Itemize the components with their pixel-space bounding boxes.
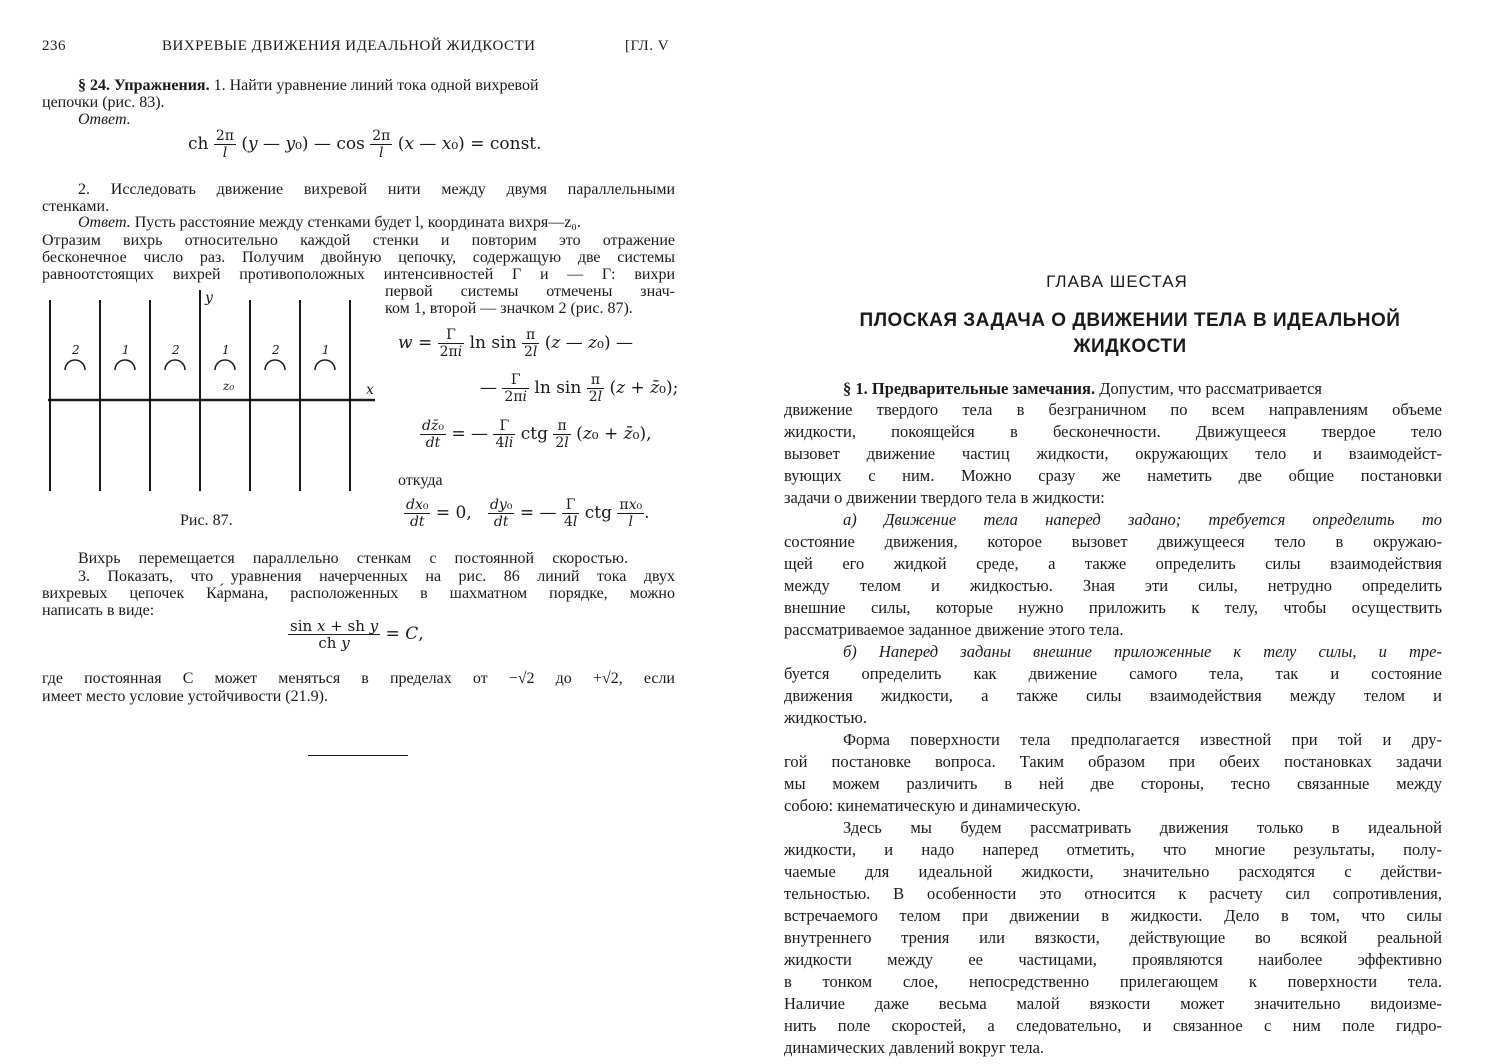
body-line: вующих с ним. Можно сразу же наметить две общие постановки	[784, 466, 1442, 485]
body-line: нить поле скоростей, а следовательно, и связанное с ним поле гидро-	[784, 1016, 1442, 1035]
body-line: мы можем различить в ней две стороны, тесно связанные между	[784, 774, 1442, 793]
fig-mark: 1	[322, 343, 330, 357]
exercise-2-line3: Отразим вихрь относительно каждой стенки и повторим это отражение	[42, 232, 675, 249]
body-line: задачи о движении твердого тела в жидкости:	[784, 488, 1105, 507]
fig-y-axis-label: y	[205, 290, 213, 306]
body-line: встречаемого телом при движении в жидкости. Дело в том, что силы	[784, 906, 1442, 925]
answer-text: Пусть расстояние между стенками будет l, координата вихря—z₀.	[130, 214, 581, 231]
fig-z0-label: z₀	[223, 379, 235, 393]
fig-x-axis-label: x	[366, 382, 374, 398]
exercise-3-line2: вихревых цепочек Ка́рмана, расположенных в шахматном порядке, можно	[42, 585, 675, 602]
exercise-2-line1: 2. Исследовать движение вихревой нити между двумя параллельными	[78, 181, 675, 198]
body-line: в тонком слое, непосредственно прилегающем к поверхности тела.	[784, 972, 1442, 991]
exercise-1-text: 1. Найти уравнение линий тока одной вихревой	[209, 77, 539, 94]
fig-mark: 1	[222, 343, 230, 357]
body-line: движения жидкости, а также силы взаимодействия между телом и	[784, 686, 1442, 705]
body-line: Здесь мы будем рассматривать движения только в идеальной	[843, 818, 1442, 837]
formula-dx-dy: $\frac{\text{dx₀}}{dt}$ = 0, $\frac{\text{dy₀}}{dt}$ = — $\frac{\Gamma}{4l}$ ctg $\frac{\text{πx₀}}{l}$ .	[406, 497, 650, 530]
body-line: б) Наперед заданы внешние приложенные к телу силы, и тре-	[843, 642, 1442, 661]
exercise-2-line4: бесконечное число раз. Получим двойную цепочку, содержащую две системы	[42, 249, 675, 266]
body-line: рассматриваемое заданное движение этого тела.	[784, 620, 1124, 639]
body-line: жидкостью.	[784, 708, 867, 727]
section-heading: § 1. Предварительные замечания.	[843, 379, 1096, 398]
chapter-title: ПЛОСКАЯ ЗАДАЧА О ДВИЖЕНИИ ТЕЛА В ИДЕАЛЬНОЙ ЖИДКОСТИ	[859, 310, 1401, 357]
section-text: Допустим, что рассматривается	[1095, 379, 1323, 398]
body-line: внешние силы, которые нужно приложить к телу, чтобы осуществить	[784, 598, 1442, 617]
body-line: гой постановке вопроса. Таким образом при обеих постановках задачи	[784, 752, 1442, 771]
exercise-3-line1: 3. Показать, что уравнения начерченных на рис. 86 линий тока двух	[78, 568, 675, 585]
body-line: внутреннего трения или вязкости, действующие во всякой реальной	[784, 928, 1442, 947]
body-line: Форма поверхности тела предполагается известной при той и дру-	[843, 730, 1442, 749]
body-line: жидкости, покоящейся в бесконечности. Движущееся твердое тело	[784, 422, 1442, 441]
exercise-3-line4: где постоянная C может меняться в пределах от −√2 до +√2, если	[42, 670, 675, 687]
formula-1: ch $\frac{2\pi}{l}$ (y — y₀) — cos $\frac{2\pi}{l}$ (x — x₀) = const.	[188, 128, 542, 161]
vortex-mark	[65, 360, 85, 370]
formula-w-line2: — $\frac{\Gamma}{2\pi i}$ ln sin $\frac{\pi}{2l}$ (z + z̄₀);	[480, 372, 679, 405]
body-line: движение твердого тела в безграничном по всем направлениям объеме	[784, 400, 1442, 419]
section-1-first-line	[843, 380, 1442, 398]
body-line: собою: кинематическую и динамическую.	[784, 796, 1081, 815]
running-title: ВИХРЕВЫЕ ДВИЖЕНИЯ ИДЕАЛЬНОЙ ЖИДКОСТИ	[162, 38, 536, 54]
body-line: щей его жидкой среде, а также определить силы взаимодействия	[784, 554, 1442, 573]
exercise-2-line2: стенками.	[42, 198, 110, 215]
exercise-2-line6: первой системы отмечены знач-	[385, 283, 675, 300]
exercise-2-conclusion: Вихрь перемещается параллельно стенкам с постоянной скоростью.	[78, 550, 628, 567]
exercise-2-line5: равноотстоящих вихрей противоположных интенсивностей Γ и — Γ: вихри	[42, 266, 675, 283]
body-line: Наличие даже весьма малой вязкости может значительно видоизме-	[784, 994, 1442, 1013]
answer-label: Ответ.	[78, 214, 131, 231]
formula-w-line1: w = $\frac{\Gamma}{2\pi i}$ ln sin $\frac{\pi}{2l}$ (z — z₀) —	[398, 327, 633, 360]
section-end-rule	[308, 755, 408, 756]
body-line: вызовет движение частиц жидкости, окружающих тело и взаимодейст-	[784, 444, 1442, 463]
body-line: жидкости, и надо наперед отметить, что многие результаты, полу-	[784, 840, 1442, 859]
body-line: буется определить как движение самого тела, так и состояние	[784, 664, 1442, 683]
section-heading: § 24. Упражнения.	[78, 77, 210, 94]
page-number: 236	[42, 38, 66, 54]
exercise-3-line5: имеет место условие устойчивости (21.9).	[42, 688, 328, 705]
right-page	[745, 0, 1489, 1064]
body-line: жидкости между ее частицами, проявляются наиболее эффективно	[784, 950, 1442, 969]
fig-mark: 2	[172, 343, 180, 357]
fig-mark: 2	[72, 343, 80, 357]
exercise-1-line2: цепочки (рис. 83).	[42, 94, 165, 111]
exercise-1-line	[78, 77, 675, 95]
left-page	[0, 0, 720, 1064]
otkuda-word: откуда	[398, 472, 443, 489]
answer-label: Ответ.	[78, 111, 131, 128]
exercise-2-line7: ком 1, второй — значком 2 (рис. 87).	[385, 300, 633, 317]
body-line: тельностью. В особенности это относится к расчету сил сопротивления,	[784, 884, 1442, 903]
exercise-3-line3: написать в виде:	[42, 602, 155, 619]
figure-87	[40, 286, 385, 501]
exercise-2-answer-line	[78, 214, 675, 232]
body-line: между телом и жидкостью. Зная эти силы, нетрудно определить	[784, 576, 1442, 595]
formula-dz: $\frac{\text{dz̄₀}}{dt}$ = — $\frac{\Gamma}{4li}$ ctg $\frac{\pi}{2l}$ (z₀ + z̄₀),	[422, 418, 652, 451]
formula-3: $\frac{\text{sin x + sh y}}{\text{ch y}}$ = C,	[290, 617, 424, 652]
figure-caption: Рис. 87.	[180, 512, 233, 529]
fig-mark: 2	[272, 343, 280, 357]
chapter-label: ГЛАВА ШЕСТАЯ	[1046, 272, 1188, 291]
body-line: динамических давлений вокруг тела.	[784, 1038, 1045, 1057]
chapter-ref: [ГЛ. V	[625, 38, 670, 54]
body-line: состояние движения, которое вызовет движущееся тело в окружаю-	[784, 532, 1442, 551]
fig-mark: 1	[122, 343, 130, 357]
body-line: чаемые для идеальной жидкости, значительно расходятся с действи-	[784, 862, 1442, 881]
body-line: а) Движение тела наперед задано; требуется определить то	[843, 510, 1442, 529]
